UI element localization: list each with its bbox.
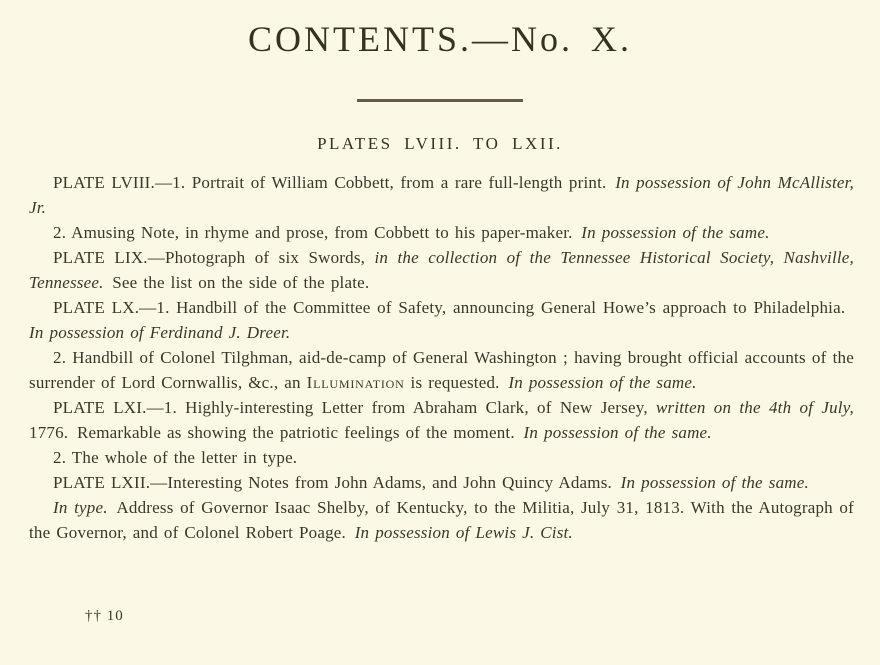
toc-text-segment: PLATE LX.—1. Handbill of the Committee of Safety, announcing General Howe’s approach to Philadelphia. [53, 298, 854, 317]
toc-entry [29, 220, 854, 245]
toc-text-segment: PLATE LIX.—Photograph of six Swords, [53, 248, 375, 267]
toc-text-segment: 2. The whole of the letter in type. [53, 448, 298, 467]
toc-text-segment: 2. Amusing Note, in rhyme and prose, from Cobbett to his paper-maker. [53, 223, 582, 242]
toc-entry [29, 295, 854, 345]
toc-entry [29, 395, 854, 445]
toc-text-segment: In possession of the same. [620, 473, 809, 492]
toc-entry [29, 245, 854, 295]
toc-text-segment: See the list on the side of the plate. [103, 273, 370, 292]
toc-entry [29, 470, 854, 495]
title-divider-rule [357, 99, 523, 102]
toc-text-segment: In possession of the same. [523, 423, 712, 442]
toc-text-segment: In possession of John McAllister, Jr. [29, 173, 855, 217]
toc-text-segment: 2. Handbill of Colonel Tilghman, aid-de-camp of General Washington ; having brought official accounts of the surrender of Lord Cornwallis, &c., an [29, 348, 854, 392]
toc-text-segment: 1776. Remarkable as showing the patriotic feelings of the moment. [29, 423, 524, 442]
toc-text-segment: in the collection of the Tennessee Historical Society, Nashville, Tennessee. [29, 248, 854, 292]
toc-text-segment: is requested. [404, 373, 509, 392]
toc-text-segment: written on the 4th of July, [655, 398, 854, 417]
toc-text-segment: In possession of Ferdinand J. Dreer. [29, 323, 291, 342]
toc-text-segment: Address of Governor Isaac Shelby, of Kentucky, to the Militia, July 31, 1813. With the Autograph of the Governor, and of Colonel Robert Poage. [29, 498, 854, 542]
page-title: CONTENTS.—No. X. [248, 19, 632, 59]
toc-entry [29, 345, 854, 395]
toc-text-segment: PLATE LXI.—1. Highly-interesting Letter from Abraham Clark, of New Jersey, [53, 398, 656, 417]
toc-text-segment: In possession of the same. [581, 223, 770, 242]
toc-entry [29, 170, 854, 220]
contents-body [29, 170, 854, 545]
toc-entry [29, 495, 854, 545]
toc-text-segment: Illumination [306, 373, 405, 392]
toc-entry [29, 445, 854, 470]
toc-text-segment: PLATE LVIII.—1. Portrait of William Cobbett, from a rare full-length print. [53, 173, 616, 192]
toc-text-segment: In possession of Lewis J. Cist. [354, 523, 573, 542]
toc-text-segment: In possession of the same. [508, 373, 697, 392]
toc-text-segment: PLATE LXII.—Interesting Notes from John Adams, and John Quincy Adams. [53, 473, 621, 492]
section-heading: PLATES LVIII. TO LXII. [317, 134, 563, 153]
signature-mark: †† 10 [85, 608, 124, 624]
toc-text-segment: In type. [53, 498, 108, 517]
